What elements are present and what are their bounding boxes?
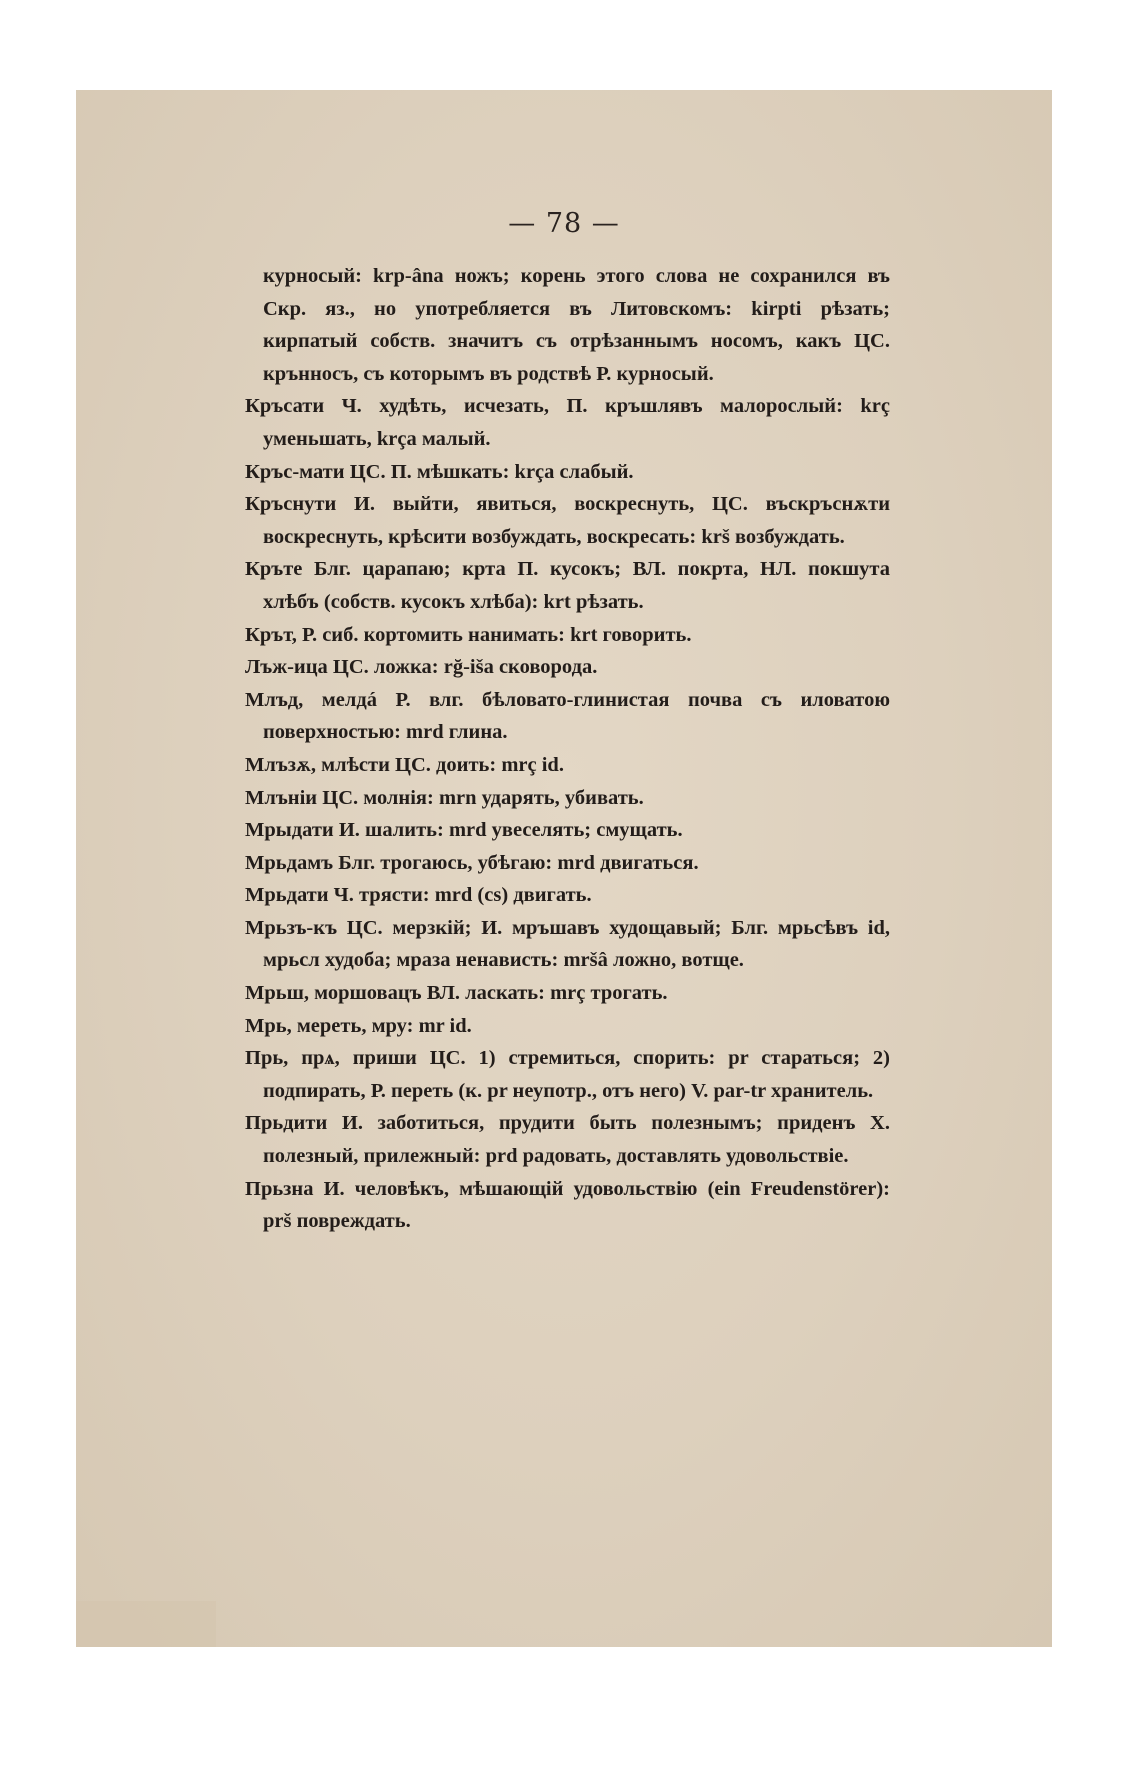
dictionary-entry: Мрь, мереть, мру: mr id. xyxy=(245,1014,472,1037)
dictionary-entry: Крът, Р. сиб. кортомить нанимать: krt говорить. xyxy=(245,623,692,646)
dictionary-entry: Прьдити И. заботиться, прудити быть полезнымъ; приденъ Х. полезный, прилежный: prd радовать, доставлять удовольствіе. xyxy=(245,1112,890,1168)
dictionary-entry: Мрыдати И. шалить: mrd увеселять; смущать. xyxy=(245,819,683,842)
dictionary-entry: Кръснути И. выйти, явиться, воскреснуть, ЦС. въскръснѫти воскреснуть, крѣсити возбуждать, воскресать: krš возбуждать. xyxy=(245,493,890,548)
dictionary-entry: Мрьш, моршовацъ ВЛ. ласкать: mrç трогать. xyxy=(245,982,668,1005)
dictionary-entry: Млъд, мелдá Р. влг. бѣловато-глинистая почва съ иловатою поверхностью: mrd глина. xyxy=(245,688,890,744)
dictionary-entry: Кръсати Ч. худѣть, исчезать, П. кръшлявъ малорослый: krç уменьшать, krça малый. xyxy=(245,395,890,450)
dictionary-entry: Прьзна И. человѣкъ, мѣшающій удовольствію (ein Freudenstörer): prš повреждать. xyxy=(245,1177,890,1233)
entry-continuation: курносый: krp-âna ножъ; корень этого слова не сохранился въ Скр. яз., но употребляется въ Литовскомъ: kirpti рѣзать; кирпатый собств. значитъ съ отрѣзаннымъ носомъ, какъ ЦС. крънносъ, съ которымъ въ родствѣ Р. курносый. xyxy=(263,265,890,385)
dictionary-text xyxy=(245,260,890,1238)
dictionary-entry: Кръте Блг. царапаю; крта П. кусокъ; ВЛ. покрта, НЛ. покшута хлѣбъ (собств. кусокъ хлѣба): krt рѣзать. xyxy=(245,558,890,613)
dictionary-entry: Лъж-ица ЦС. ложка: rğ-iša сковорода. xyxy=(245,656,598,679)
dictionary-entry: Мрьдамъ Блг. трогаюсь, убѣгаю: mrd двигаться. xyxy=(245,851,699,874)
page-scan xyxy=(76,90,1052,1647)
dictionary-entry: Млъніи ЦС. молнія: mrn ударять, убивать. xyxy=(245,786,644,809)
scan-corner-shadow xyxy=(76,1601,216,1647)
dictionary-entry: Прь, прѧ, приши ЦС. 1) стремиться, спорить: pr стараться; 2) подпирать, Р. переть (к. pr неупотр., отъ него) V. par-tr хранитель. xyxy=(245,1047,890,1102)
dictionary-entry: Мрьдати Ч. трясти: mrd (cs) двигать. xyxy=(245,884,592,907)
dictionary-entry: Млъзѫ, млѣсти ЦС. доить: mrç id. xyxy=(245,753,564,776)
page-number: — 78 — xyxy=(508,208,620,239)
dictionary-entry: Кръс-мати ЦС. П. мѣшкать: krça слабый. xyxy=(245,460,634,483)
dictionary-entry: Мрьзъ-къ ЦС. мерзкій; И. мръшавъ худощавый; Блг. мрьсѣвъ id, мрьсл худоба; мраза ненависть: mršâ ложно, вотще. xyxy=(245,916,890,972)
